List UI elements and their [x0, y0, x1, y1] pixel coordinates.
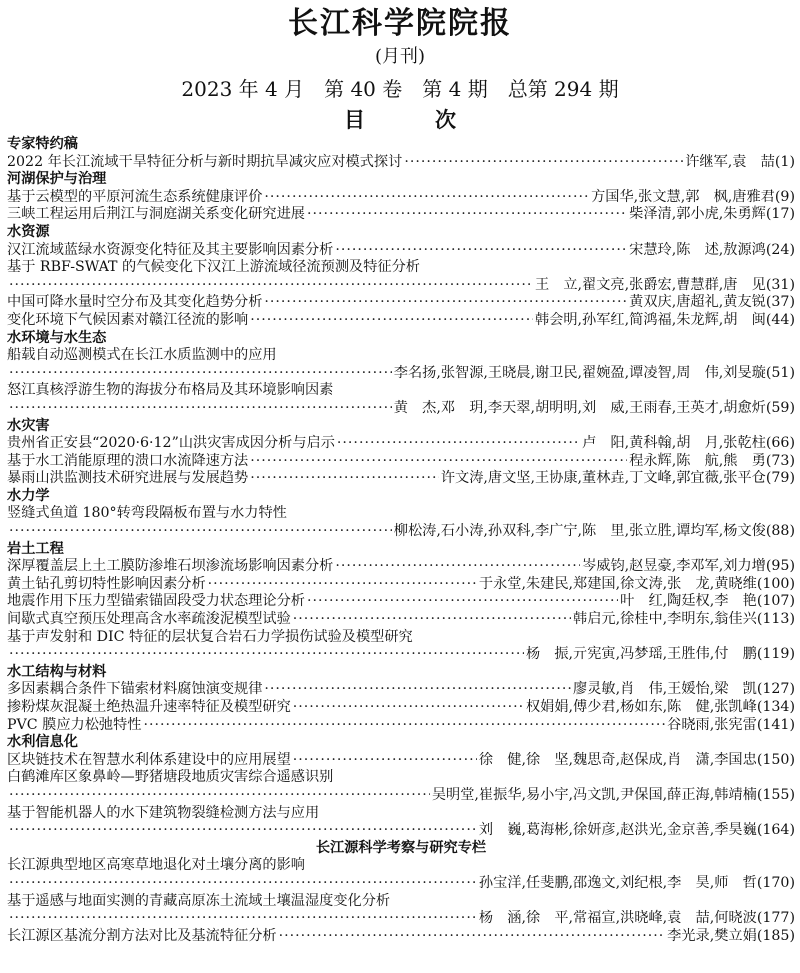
article-title: 暴雨山洪监测技术研究进展与发展趋势: [7, 470, 249, 487]
toc-entry-author-line: ····· 黄 杰,邓 玥,李天翠,胡明明,刘 威,王雨春,王英才,胡愈炘 ( 59 ): [7, 400, 795, 418]
article-authors: 程永辉,陈 航,熊 勇: [629, 452, 766, 469]
toc-entry-title-line[interactable]: [7, 259, 795, 277]
article-authors: 杨 振,亓宪寅,冯梦瑶,王胜伟,付 鹏: [525, 646, 757, 663]
page-number: 1: [780, 153, 790, 170]
section-heading: 水灾害: [7, 417, 50, 434]
article-title: 长江源典型地区高寒草地退化对土壤分离的影响: [7, 857, 305, 874]
article-title: 基于云模型的平原河流生态系统健康评价: [7, 188, 263, 205]
article-authors: 李名扬,张智源,王晓晨,谢卫民,翟婉盈,谭凌智,周 伟,刘旻璇: [393, 364, 766, 381]
section-heading: 河湖保护与治理: [7, 171, 107, 188]
leader-dots: [9, 365, 392, 383]
toc-entry-title-line[interactable]: [7, 347, 795, 365]
leader-dots: [250, 470, 439, 488]
leader-dots: [9, 910, 477, 928]
article-title: PVC 膜应力松弛特性: [7, 716, 142, 733]
article-authors: 权娟娟,傅少君,杨如东,陈 健,张凯峰: [525, 699, 757, 715]
article-title: 变化环境下气候因素对赣江径流的影响: [7, 311, 249, 328]
page-number: 100: [762, 575, 790, 592]
page-number: 150: [762, 751, 790, 768]
article-authors: 卢 阳,黄科翰,胡 月,张乾柱: [582, 435, 766, 452]
article-title: 深厚覆盖层上土工膜防渗堆石坝渗流场影响因素分析: [7, 558, 334, 575]
toc-entry[interactable]: 中国可降水量时空分布及其变化趋势分析 ····· 黄双庆,唐超礼,黄友锐 ( 37 ): [7, 294, 795, 312]
page-number: 107: [762, 593, 790, 610]
toc-entry[interactable]: 掺粉煤灰混凝土绝热温升速率特征及模型研究 ····· 权娟娟,傅少君,杨如东,陈 健,张凯峰 ( 134 ): [7, 699, 795, 717]
article-title: 基于声发射和 DIC 特征的层状复合岩石力学损伤试验及模型研究: [7, 628, 413, 645]
article-title: 基于遥感与地面实测的青藏高原冻土流域土壤温湿度变化分析: [7, 892, 391, 909]
leader-dots: [264, 294, 627, 312]
toc-entry[interactable]: 三峡工程运用后荆江与洞庭湖关系变化研究进展 ····· 柴泽清,郭小虎,朱勇辉 ( 17 ): [7, 206, 795, 224]
article-authors: 岑威钧,赵昱豪,李邓军,刘力增: [582, 558, 766, 575]
article-authors: 宋慧玲,陈 述,敖源鸿: [629, 241, 766, 258]
page-number: 51: [771, 364, 790, 381]
article-title: 中国可降水量时空分布及其变化趋势分析: [7, 294, 263, 311]
article-authors: 韩启元,徐桂中,李明东,翁佳兴: [573, 611, 757, 628]
toc-entry[interactable]: 暴雨山洪监测技术研究进展与发展趋势 ····· 许文涛,唐文坚,王协康,董林垚,丁文峰,郭宜薇,张平仓 ( 79 ): [7, 470, 795, 488]
page-number: 134: [762, 699, 790, 715]
article-title: 间歇式真空预压处理高含水率疏浚泥模型试验: [7, 611, 291, 628]
toc-entry-author-line: ····· 吴明堂,崔振华,易小宇,冯文凯,尹保国,薛正海,韩靖楠 ( 155 ): [7, 787, 795, 805]
leader-dots: [293, 611, 571, 629]
toc-entry[interactable]: 2022 年长江流域干旱特征分析与新时期抗旱减灾应对模式探讨 ····· 许继军,袁 喆 ( 1 ): [7, 154, 795, 172]
article-title: 地震作用下压力型锚索锚固段受力状态理论分析: [7, 593, 305, 610]
page-number: 113: [762, 611, 790, 628]
article-title: 长江源区基流分割方法对比及基流特征分析: [7, 927, 277, 944]
page-number: 59: [771, 399, 790, 416]
leader-dots: [9, 646, 524, 664]
page-number: 88: [771, 523, 790, 540]
page-number: 9: [780, 188, 790, 205]
page-number: 66: [771, 435, 790, 452]
leader-dots: [307, 593, 618, 611]
toc-entry-author-line: ····· 刘 巍,葛海彬,徐妍彦,赵洪光,金京善,季昊巍 ( 164 ): [7, 822, 795, 840]
article-authors: 叶 红,陶廷权,李 艳: [620, 593, 757, 610]
leader-dots: [337, 435, 580, 453]
article-authors: 谷晓雨,张宪雷: [667, 716, 757, 733]
section-heading: 水环境与水生态: [7, 329, 107, 346]
toc-entry[interactable]: 变化环境下气候因素对赣江径流的影响 ····· 韩会明,孙军红,简鸿福,朱龙辉,胡 闽 ( 44 ): [7, 312, 795, 330]
leader-dots: [143, 717, 665, 735]
article-authors: 吴明堂,崔振华,易小宇,冯文凯,尹保国,薛正海,韩靖楠: [431, 786, 757, 803]
toc-entry[interactable]: 间歇式真空预压处理高含水率疏浚泥模型试验 ····· 韩启元,徐桂中,李明东,翁佳兴 ( 113 ): [7, 611, 795, 629]
table-of-contents: [7, 136, 795, 945]
toc-entry-title-line[interactable]: [7, 629, 795, 647]
leader-dots: [335, 242, 627, 260]
page-number: 177: [762, 910, 790, 927]
page-number: 79: [771, 470, 790, 487]
article-title: 船载自动巡测模式在长江水质监测中的应用: [7, 347, 277, 364]
article-authors: 韩会明,孙军红,简鸿福,朱龙辉,胡 闽: [534, 311, 766, 328]
toc-entry-title-line[interactable]: [7, 505, 795, 523]
article-title: 基于水工消能原理的溃口水流降速方法: [7, 452, 249, 469]
page-number: 73: [771, 452, 790, 469]
page-number: 164: [762, 822, 790, 839]
frequency-label: (月刊): [374, 46, 426, 67]
article-title: 白鹤滩库区象鼻岭—野猪塘段地质灾害综合遥感识别: [7, 769, 334, 786]
article-title: 黄土钻孔剪切特性影响因素分析: [7, 575, 206, 592]
article-authors: 许文涛,唐文坚,王协康,董林垚,丁文峰,郭宜薇,张平仓: [440, 470, 766, 487]
toc-entry-author-line: ····· 杨 振,亓宪寅,冯梦瑶,王胜伟,付 鹏 ( 119 ): [7, 646, 795, 664]
toc-entry[interactable]: 黄土钻孔剪切特性影响因素分析 ····· 于永堂,朱建民,郑建国,徐文涛,张 龙,黄晓维 ( 100 ): [7, 576, 795, 594]
article-authors: 柴泽清,郭小虎,朱勇辉: [629, 206, 766, 223]
toc-entry[interactable]: 深厚覆盖层上土工膜防渗堆石坝渗流场影响因素分析 ····· 岑威钧,赵昱豪,李邓军,刘力增 ( 95 ): [7, 558, 795, 576]
article-authors: 于永堂,朱建民,郑建国,徐文涛,张 龙,黄晓维: [478, 575, 757, 592]
toc-entry-title-line[interactable]: [7, 382, 795, 400]
article-title: 区块链技术在智慧水利体系建设中的应用展望: [7, 751, 291, 768]
page-number: 185: [762, 927, 790, 944]
section-heading: 水资源: [7, 223, 50, 240]
article-authors: 廖灵敏,肖 伟,王媛怡,梁 凯: [573, 681, 757, 698]
leader-dots: [279, 928, 666, 946]
issue-line: 2023 年 4 月 第 40 卷 第 4 期 总第 294 期: [181, 77, 619, 101]
toc-entry[interactable]: 基于云模型的平原河流生态系统健康评价 ····· 方国华,张文慧,郭 枫,唐雅君 ( 9 ): [7, 189, 795, 207]
toc-entry[interactable]: 地震作用下压力型锚索锚固段受力状态理论分析 ····· 叶 红,陶廷权,李 艳 ( 107 ): [7, 593, 795, 611]
section-heading: 岩土工程: [7, 540, 64, 557]
article-title: 基于 RBF-SWAT 的气候变化下汉江上游流域径流预测及特征分析: [7, 259, 420, 276]
leader-dots: [264, 681, 571, 699]
page-number: 24: [771, 241, 790, 258]
toc-entry-author-line: ····· 杨 涵,徐 平,常福宣,洪晓峰,袁 喆,何晓波 ( 177 ): [7, 910, 795, 928]
article-title: 基于智能机器人的水下建筑物裂缝检测方法与应用: [7, 804, 320, 821]
toc-entry[interactable]: 基于水工消能原理的溃口水流降速方法 ····· 程永辉,陈 航,熊 勇 ( 73 ): [7, 453, 795, 471]
article-authors: 刘 巍,葛海彬,徐妍彦,赵洪光,金京善,季昊巍: [478, 822, 757, 839]
toc-entry-title-line[interactable]: [7, 805, 795, 823]
article-title: 掺粉煤灰混凝土绝热温升速率特征及模型研究: [7, 699, 291, 715]
leader-dots: [9, 523, 392, 541]
article-authors: 方国华,张文慧,郭 枫,唐雅君: [591, 188, 775, 205]
page-number: 95: [771, 558, 790, 575]
toc-entry-title-line[interactable]: [7, 893, 795, 911]
page-number: 37: [771, 294, 790, 311]
toc-entry-title-line[interactable]: [7, 769, 795, 787]
toc-entry-author-line: ····· 王 立,翟文亮,张爵宏,曹慧群,唐 见 ( 31 ): [7, 277, 795, 295]
toc-entry[interactable]: 多因素耦合条件下锚索材料腐蚀演变规律 ····· 廖灵敏,肖 伟,王媛怡,梁 凯 ( 127 ): [7, 681, 795, 699]
article-title: 多因素耦合条件下锚索材料腐蚀演变规律: [7, 681, 263, 698]
page-number: 31: [771, 276, 790, 293]
section-heading: 水力学: [7, 487, 50, 504]
article-title: 怒江真核浮游生物的海拔分布格局及其环境影响因素: [7, 382, 334, 399]
section-heading: 水工结构与材料: [7, 663, 107, 680]
leader-dots: [9, 875, 477, 893]
toc-entry[interactable]: PVC 膜应力松弛特性 ····· 谷晓雨,张宪雷 ( 141 ): [7, 717, 795, 735]
article-authors: 柳松涛,石小涛,孙双科,李广宁,陈 里,张立胜,谭均军,杨文俊: [393, 523, 766, 540]
toc-entry-author-line: ····· 李名扬,张智源,王晓晨,谢卫民,翟婉盈,谭凌智,周 伟,刘旻璇 ( 51 ): [7, 365, 795, 383]
article-authors: 黄双庆,唐超礼,黄友锐: [629, 294, 766, 311]
article-title: 2022 年长江流域干旱特征分析与新时期抗旱减灾应对模式探讨: [7, 153, 403, 170]
toc-heading: 目次: [344, 107, 526, 132]
toc-entry[interactable]: 长江源区基流分割方法对比及基流特征分析 ····· 李光录,樊立娟 ( 185 ): [7, 928, 795, 946]
article-title: 三峡工程运用后荆江与洞庭湖关系变化研究进展: [7, 206, 305, 223]
leader-dots: [307, 206, 627, 224]
toc-entry[interactable]: 贵州省正安县“2020·6·12”山洪灾害成因分析与启示 ····· 卢 阳,黄科翰,胡 月,张乾柱 ( 66 ): [7, 435, 795, 453]
page-number: 44: [771, 311, 790, 328]
leader-dots: [9, 822, 477, 840]
article-authors: 杨 涵,徐 平,常福宣,洪晓峰,袁 喆,何晓波: [478, 910, 757, 927]
leader-dots: [9, 400, 392, 418]
toc-entry-title-line[interactable]: [7, 857, 795, 875]
article-authors: 徐 健,徐 坚,魏思奇,赵保成,肖 潇,李国忠: [478, 751, 757, 768]
leader-dots: [250, 453, 627, 471]
leader-dots: [293, 699, 524, 717]
article-title: 汉江流域蓝绿水资源变化特征及其主要影响因素分析: [7, 241, 334, 258]
article-authors: 李光录,樊立娟: [667, 927, 757, 944]
leader-dots: [250, 312, 533, 330]
leader-dots: [293, 752, 477, 770]
page-number: 141: [762, 716, 790, 733]
article-authors: 王 立,翟文亮,张爵宏,曹慧群,唐 见: [534, 276, 766, 293]
article-authors: 孙宝洋,任斐鹏,邵逸文,刘纪根,李 昊,师 哲: [478, 874, 757, 891]
article-title: 贵州省正安县“2020·6·12”山洪灾害成因分析与启示: [7, 435, 335, 452]
article-authors: 黄 杰,邓 玥,李天翠,胡明明,刘 威,王雨春,王英才,胡愈炘: [393, 399, 766, 416]
article-authors: 许继军,袁 喆: [685, 153, 775, 170]
page-number: 127: [762, 681, 790, 698]
toc-entry[interactable]: 区块链技术在智慧水利体系建设中的应用展望 ····· 徐 健,徐 坚,魏思奇,赵保成,肖 潇,李国忠 ( 150 ): [7, 752, 795, 770]
leader-dots: [404, 154, 683, 172]
page-number: 17: [771, 206, 790, 223]
section-heading: 长江源科学考察与研究专栏: [315, 839, 487, 856]
page-number: 119: [762, 646, 790, 663]
section-heading: 水利信息化: [7, 734, 78, 751]
toc-entry-author-line: ····· 孙宝洋,任斐鹏,邵逸文,刘纪根,李 昊,师 哲 ( 170 ): [7, 875, 795, 893]
section-heading: 专家特约稿: [7, 136, 78, 152]
page-number: 170: [762, 874, 790, 891]
leader-dots: [9, 277, 533, 295]
article-title: 竖缝式鱼道 180°转弯段隔板布置与水力特性: [7, 505, 287, 522]
toc-entry[interactable]: 汉江流域蓝绿水资源变化特征及其主要影响因素分析 ····· 宋慧玲,陈 述,敖源鸿 ( 24 ): [7, 242, 795, 260]
leader-dots: [9, 787, 430, 805]
leader-dots: [264, 189, 589, 207]
leader-dots: [208, 576, 477, 594]
leader-dots: [335, 558, 580, 576]
page-number: 155: [762, 786, 790, 803]
journal-title: 长江科学院院报: [288, 6, 512, 41]
toc-entry-author-line: ····· 柳松涛,石小涛,孙双科,李广宁,陈 里,张立胜,谭均军,杨文俊 ( 88 ): [7, 523, 795, 541]
